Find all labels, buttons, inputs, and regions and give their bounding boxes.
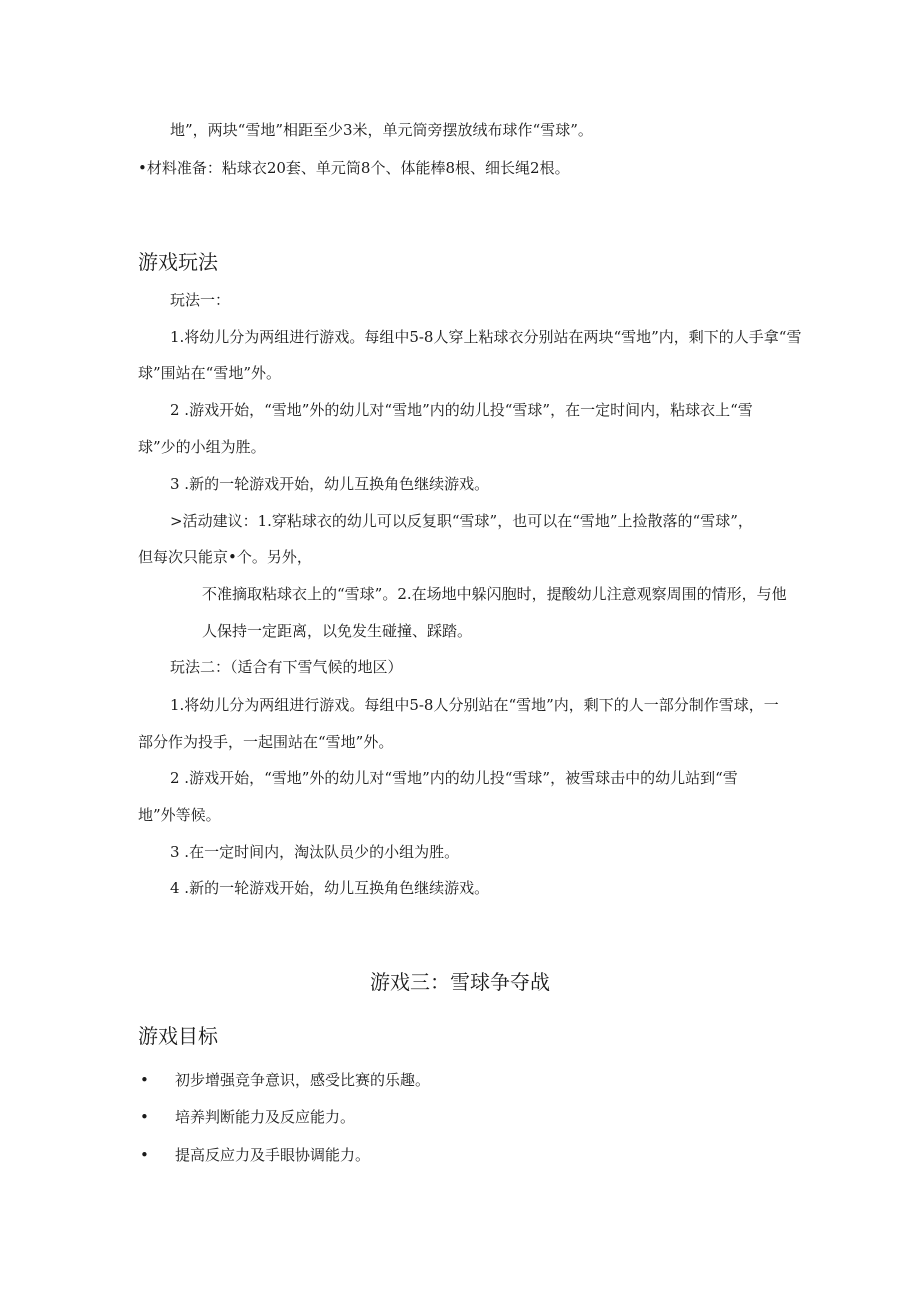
goal-item: 提高反应力及手眼协调能力。 <box>175 1146 371 1164</box>
play-two-step-1-cont: 部分作为投手，一起围站在“雪地”外。 <box>138 733 394 751</box>
play-one-step-3: 3 .新的一轮游戏开始，幼儿互换角色继续游戏。 <box>170 475 490 493</box>
goal-item: 培养判断能力及反应能力。 <box>175 1108 356 1126</box>
play-two-step-3: 3 .在一定时间内，淘汰队员少的小组为胜。 <box>170 843 460 861</box>
play-one-step-2: 2 .游戏开始，“雪地”外的幼儿对“雪地”内的幼儿投“雪球”，在一定时间内，粘球衣上“雪 <box>170 401 753 419</box>
activity-advice-cont: 但每次只能京•个。另外， <box>138 548 312 566</box>
play-one-step-2-cont: 球”少的小组为胜。 <box>138 438 266 456</box>
goal-item: 初步增强竞争意识，感受比赛的乐趣。 <box>175 1071 431 1089</box>
play-one-label: 玩法一： <box>170 291 231 309</box>
play-two-step-2: 2 .游戏开始，“雪地”外的幼儿对“雪地”内的幼儿投“雪球”，被雪球击中的幼儿站到“雪 <box>170 769 738 787</box>
play-one-step-1-cont: 球”围站在“雪地”外。 <box>138 364 282 382</box>
section-heading-goals: 游戏目标 <box>138 1024 218 1048</box>
play-two-step-2-cont: 地”外等候。 <box>138 806 221 824</box>
materials-line: •材料准备：粘球衣20套、单元筒8个、体能棒8根、细长绳2根。 <box>138 159 570 177</box>
game-three-title: 游戏三：雪球争夺战 <box>370 970 550 994</box>
play-two-step-4: 4 .新的一轮游戏开始，幼儿互换角色继续游戏。 <box>170 879 490 897</box>
activity-advice: >活动建议：1.穿粘球衣的幼儿可以反复职“雪球”，也可以在“雪地”上捡散落的“雪球”， <box>170 512 753 530</box>
section-heading-gameplay: 游戏玩法 <box>138 250 218 274</box>
play-two-label: 玩法二：（适合有下雪气候的地区） <box>170 658 403 676</box>
activity-advice-cont-3: 人保持一定距离，以免发生碰撞、踩踏。 <box>202 622 473 640</box>
play-two-step-1: 1.将幼儿分为两组进行游戏。每组中5-8人分别站在“雪地”内，剩下的人一部分制作雪球，一 <box>170 696 779 714</box>
play-one-step-1: 1.将幼儿分为两组进行游戏。每组中5-8人穿上粘球衣分别站在两块“雪地”内，剩下的人手拿“雪 <box>170 328 802 346</box>
bullet-icon: • <box>140 1071 149 1089</box>
bullet-icon: • <box>140 1108 149 1126</box>
activity-advice-cont-2: 不准摘取粘球衣上的“雪球”。2.在场地中躲闪胞时，提酸幼儿注意观察周围的情形，与他 <box>202 585 787 603</box>
paragraph-line: 地”，两块“雪地”相距至少3米，单元筒旁摆放绒布球作“雪球”。 <box>170 121 593 139</box>
bullet-icon: • <box>140 1146 149 1164</box>
